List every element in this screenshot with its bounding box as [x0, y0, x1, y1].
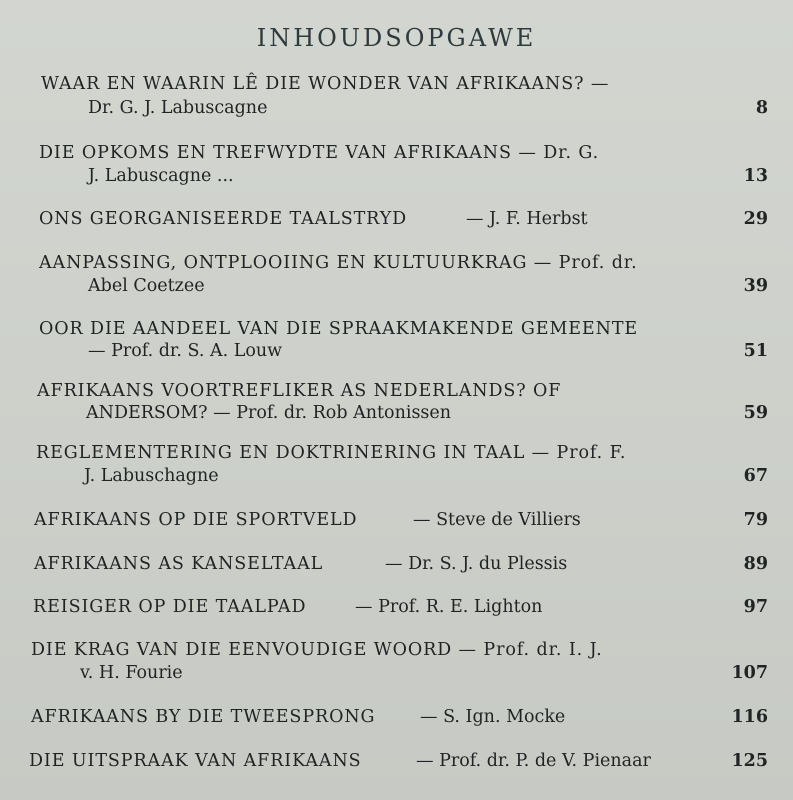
entry-title: REGLEMENTERING EN DOKTRINERING IN TAAL — Prof. F.: [36, 443, 627, 463]
entry-page-number: 97: [743, 597, 768, 617]
dot-leader: [250, 465, 712, 487]
entry-author: J. Labuscagne ...: [88, 166, 234, 186]
entry-page-number: 59: [743, 403, 768, 423]
entry-title: AFRIKAANS AS KANSELTAAL: [34, 554, 324, 574]
entry-page-number: 116: [731, 707, 768, 727]
entry-title: DIE KRAG VAN DIE EENVOUDIGE WOORD — Prof. dr. I. J.: [31, 640, 603, 660]
dot-leader: [358, 97, 710, 119]
entry-title: AFRIKAANS VOORTREFLIKER AS NEDERLANDS? OF: [37, 381, 562, 401]
entry-author: ANDERSOM? — Prof. dr. Rob Antonissen: [86, 403, 452, 423]
entry-page-number: 8: [755, 98, 768, 118]
entry-page-number: 13: [743, 166, 768, 186]
entry-author: Abel Coetzee: [88, 276, 205, 296]
entry-author: — Steve de Villiers: [413, 510, 581, 530]
entry-title: WAAR EN WAARIN LÊ DIE WONDER VAN AFRIKAANS? —: [41, 74, 610, 94]
entry-title: AFRIKAANS OP DIE SPORTVELD: [34, 510, 358, 530]
dot-leader: [648, 208, 715, 230]
entry-author: — Prof. dr. S. A. Louw: [88, 341, 283, 361]
entry-page-number: 67: [743, 466, 768, 486]
entry-page-number: 89: [743, 554, 768, 574]
entry-page-number: 29: [743, 209, 768, 229]
dot-leader: [222, 662, 712, 684]
entry-author: — Dr. S. J. du Plessis: [385, 554, 568, 574]
entry-author: — J. F. Herbst: [466, 209, 588, 229]
entry-title: ONS GEORGANISEERDE TAALSTRYD: [39, 209, 408, 229]
entry-author: — Prof. dr. P. de V. Pienaar: [416, 751, 651, 771]
entry-author: v. H. Fourie: [80, 663, 183, 683]
entry-author: — Prof. R. E. Lighton: [355, 597, 543, 617]
dot-leader: [620, 706, 712, 728]
entry-title: DIE UITSPRAAK VAN AFRIKAANS: [29, 751, 362, 771]
entry-author: Dr. G. J. Labuscagne: [88, 98, 268, 118]
entry-page-number: 51: [743, 341, 768, 361]
dot-leader: [620, 553, 714, 575]
dot-leader: [226, 275, 714, 297]
entry-title: AFRIKAANS BY DIE TWEESPRONG: [31, 707, 376, 727]
dot-leader: [620, 596, 714, 618]
entry-page-number: 79: [743, 510, 768, 530]
entry-author: J. Labuschagne: [84, 466, 219, 486]
entry-page-number: 125: [731, 751, 768, 771]
dot-leader: [622, 509, 714, 531]
entry-page-number: 39: [743, 276, 768, 296]
entry-author: — S. Ign. Mocke: [420, 707, 566, 727]
entry-page-number: 107: [731, 663, 768, 683]
dot-leader: [358, 340, 714, 362]
entry-title: OOR DIE AANDEEL VAN DIE SPRAAKMAKENDE GEMEENTE: [39, 319, 639, 339]
entry-title: DIE OPKOMS EN TREFWYDTE VAN AFRIKAANS — Dr. G.: [39, 143, 600, 163]
entry-title: AANPASSING, ONTPLOOIING EN KULTUURKRAG — Prof. dr.: [39, 253, 638, 273]
dot-leader: [290, 165, 715, 187]
page-title: INHOUDSOPGAWE: [256, 24, 537, 52]
dot-leader: [552, 402, 712, 424]
entry-title: REISIGER OP DIE TAALPAD: [33, 597, 307, 617]
